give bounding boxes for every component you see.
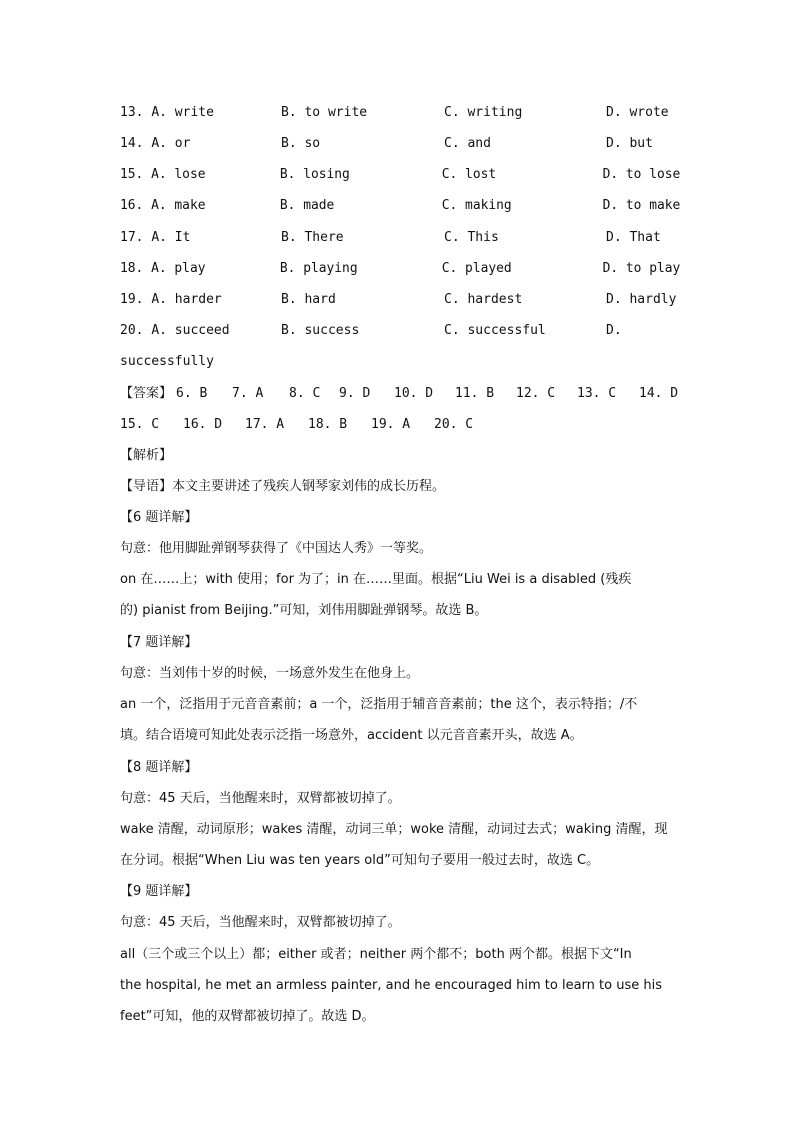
answer-item: 7. A (232, 386, 264, 401)
explanation-line: on 在……上；with 使用；for 为了；in 在……里面。根据“Liu Wei is a disabled (残疾 (120, 572, 632, 587)
sentence-meaning: 句意：当刘伟十岁的时候，一场意外发生在他身上。 (120, 666, 420, 681)
section-title: 【8 题详解】 (120, 760, 198, 775)
answer-item: 19. A (371, 417, 411, 432)
explanation-line: 的) pianist from Beijing.”可知，刘伟用脚趾弹钢琴。故选 B。 (120, 603, 488, 618)
option-d: D. to lose (602, 167, 681, 182)
explanation-line: wake 清醒，动词原形；wakes 清醒，动词三单；woke 清醒，动词过去式；waking 清醒，现 (120, 822, 668, 837)
option-d: D. to make (602, 198, 681, 213)
option-a-text: A. play (151, 261, 206, 276)
option-a (120, 229, 190, 247)
option-c: C. and (444, 136, 491, 151)
answer-item: 17. A (245, 417, 285, 432)
sentence-meaning: 句意：他用脚趾弹钢琴获得了《中国达人秀》一等奖。 (120, 541, 433, 556)
answer-item: 13. C (577, 386, 617, 401)
answer-item: 11. B (455, 386, 495, 401)
option-b: B. made (279, 198, 335, 213)
option-a-text: A. or (151, 136, 191, 151)
option-c: C. lost (441, 167, 497, 182)
question-number: 14. (120, 136, 144, 151)
option-a (120, 104, 214, 122)
explanation-line: 填。结合语境可知此处表示泛指一场意外，accident 以元音音素开头，故选 A。 (120, 728, 583, 743)
option-a (120, 291, 222, 309)
option-c: C. hardest (444, 292, 523, 307)
option-c: C. This (444, 230, 499, 245)
option-d: D. hardly (606, 292, 677, 307)
option-wrap-text: successfully (120, 354, 214, 369)
explanation-line: an 一个，泛指用于元音音素前；a 一个，泛指用于辅音音素前；the 这个，表示特指；/不 (120, 697, 638, 712)
answer-item: 10. D (394, 386, 434, 401)
guide-text: 【导语】本文主要讲述了残疾人钢琴家刘伟的成长历程。 (120, 479, 446, 494)
option-d: D. (606, 323, 622, 338)
option-a (120, 260, 206, 278)
explanation-line: the hospital, he met an armless painter, and he encouraged him to learn to use his (120, 978, 662, 993)
sentence-meaning: 句意：45 天后，当他醒来时，双臂都被切掉了。 (120, 791, 401, 806)
answer-item: 18. B (308, 417, 348, 432)
option-a-text: A. It (151, 230, 191, 245)
answer-item: 15. C (120, 417, 160, 432)
answer-label: 【答案】 (120, 386, 173, 401)
question-number: 20. (120, 323, 144, 338)
option-d: D. to play (602, 261, 681, 276)
section-title: 【6 题详解】 (120, 510, 198, 525)
option-a (120, 135, 190, 153)
explanation-line: feet”可知，他的双臂都被切掉了。故选 D。 (120, 1009, 375, 1024)
option-b: B. success (281, 323, 360, 338)
question-number: 16. (120, 198, 144, 213)
option-b: B. There (281, 230, 344, 245)
option-a-text: A. lose (151, 167, 206, 182)
answer-item: 16. D (183, 417, 223, 432)
option-d: D. wrote (606, 105, 669, 120)
answer-item: 8. C (289, 386, 321, 401)
option-c: C. successful (444, 323, 546, 338)
answer-item: 6. B (176, 386, 208, 401)
section-title: 【7 题详解】 (120, 635, 198, 650)
answer-item: 9. D (339, 386, 371, 401)
option-d: D. That (606, 230, 661, 245)
sentence-meaning: 句意：45 天后，当他醒来时，双臂都被切掉了。 (120, 915, 401, 930)
option-c: C. writing (444, 105, 523, 120)
option-a-text: A. harder (151, 292, 222, 307)
option-a-text: A. write (151, 105, 214, 120)
question-number: 18. (120, 261, 144, 276)
analysis-label: 【解析】 (120, 448, 173, 463)
option-b: B. so (281, 136, 321, 151)
option-c: C. making (441, 198, 512, 213)
option-a (120, 197, 206, 215)
explanation-line: 在分词。根据“When Liu was ten years old”可知句子要用一般过去时，故选 C。 (120, 853, 600, 868)
option-d: D. but (606, 136, 653, 151)
answer-item: 12. C (516, 386, 556, 401)
option-b: B. playing (279, 261, 358, 276)
option-b: B. hard (281, 292, 336, 307)
option-a-text: A. succeed (151, 323, 230, 338)
option-c: C. played (441, 261, 512, 276)
option-a (120, 166, 206, 184)
question-number: 19. (120, 292, 144, 307)
option-a (120, 322, 230, 340)
question-number: 13. (120, 105, 144, 120)
option-a-text: A. make (151, 198, 206, 213)
answer-item: 14. D (639, 386, 679, 401)
question-number: 17. (120, 230, 144, 245)
section-title: 【9 题详解】 (120, 884, 198, 899)
answer-item: 20. C (434, 417, 474, 432)
option-b: B. losing (279, 167, 350, 182)
explanation-line: all（三个或三个以上）都；either 或者；neither 两个都不；both 两个都。根据下文“In (120, 947, 632, 962)
question-number: 15. (120, 167, 144, 182)
option-b: B. to write (281, 105, 368, 120)
